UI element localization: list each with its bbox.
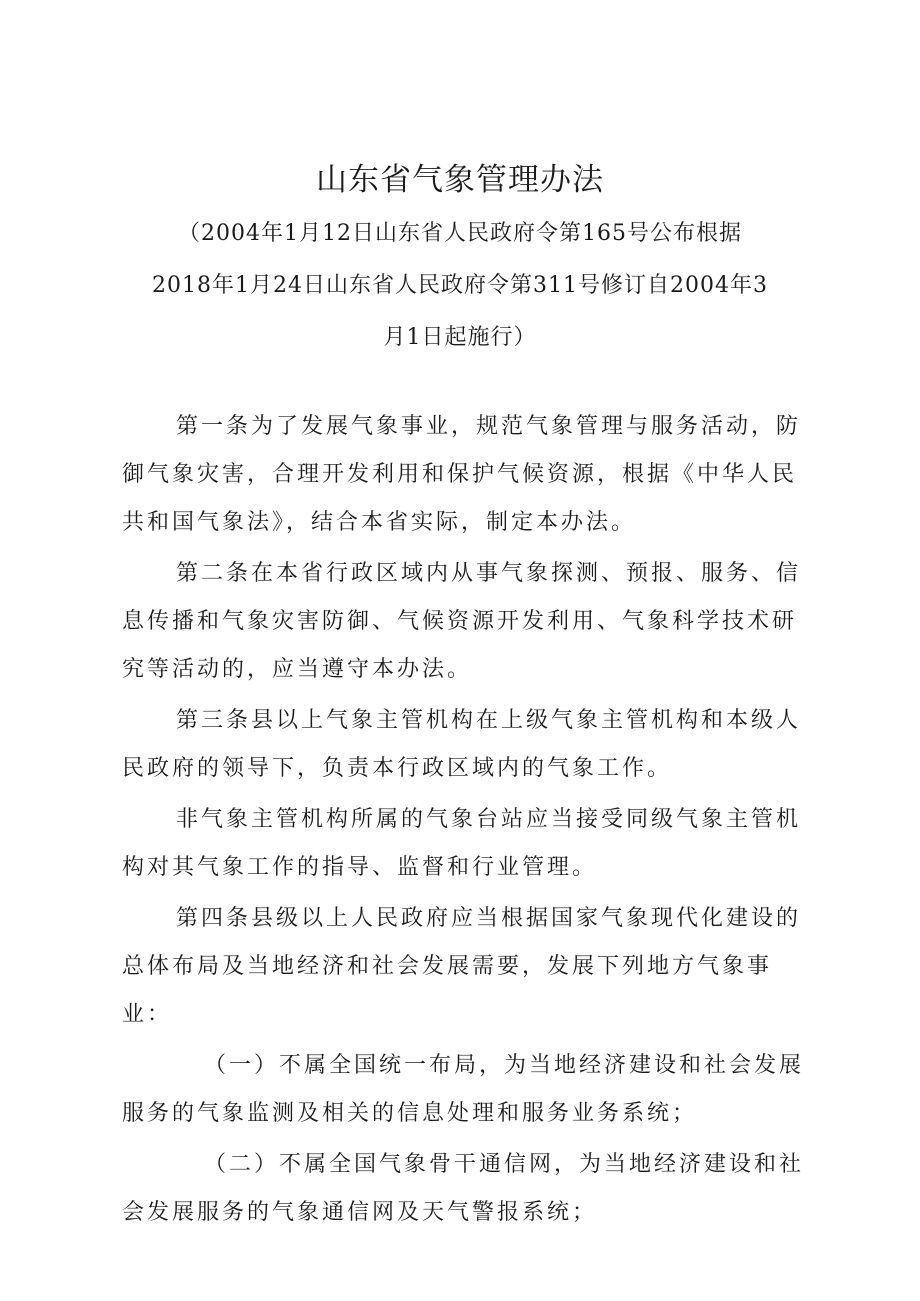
- article-1-paragraph: 第一条为了发展气象事业，规范气象管理与服务活动，防御气象灾害，合理开发利用和保护气候资源，根据《中华人民共和国气象法》，结合本省实际，制定本办法。: [122, 414, 802, 535]
- article-4-item-2: （二）不属全国气象骨干通信网，为当地经济建设和社会发展服务的气象通信网及天气警报系统；: [122, 1152, 805, 1225]
- document-title: 山东省气象管理办法: [316, 162, 604, 198]
- document-subtitle: （2004年1月12日山东省人民政府令第165号公布根据2018年1月24日山东省人民政府令第311号修订自2004年3月1日起施行）: [152, 221, 768, 350]
- article-3-second-paragraph: 非气象主管机构所属的气象台站应当接受同级气象主管机构对其气象工作的指导、监督和行业管理。: [122, 807, 802, 880]
- article-3-paragraph: 第三条县以上气象主管机构在上级气象主管机构和本级人民政府的领导下，负责本行政区域内的气象工作。: [122, 708, 802, 781]
- document-body: [122, 403, 810, 1240]
- article-2-paragraph: 第二条在本省行政区域内从事气象探测、预报、服务、信息传播和气象灾害防御、气候资源开发利用、气象科学技术研究等活动的，应当遵守本办法。: [122, 561, 802, 682]
- article-4-paragraph: 第四条县级以上人民政府应当根据国家气象现代化建设的总体布局及当地经济和社会发展需要，发展下列地方气象事业：: [122, 906, 802, 1027]
- article-4-item-1: （一）不属全国统一布局，为当地经济建设和社会发展服务的气象监测及相关的信息处理和服务业务系统；: [122, 1053, 805, 1126]
